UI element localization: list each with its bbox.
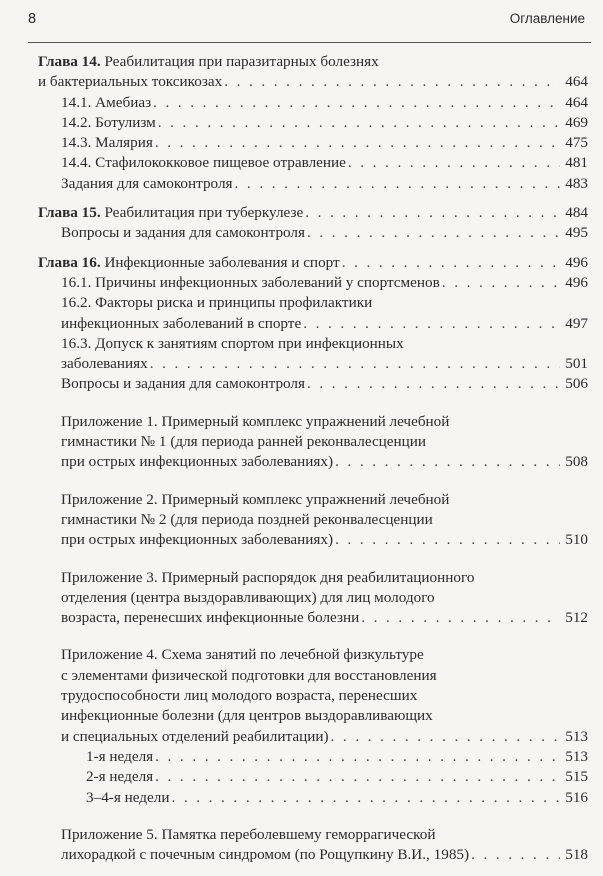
leader-dots xyxy=(335,452,560,472)
page-ref: 484 xyxy=(565,204,588,222)
page-ref: 497 xyxy=(565,314,588,332)
toc-spacer xyxy=(38,808,588,825)
leader-dots xyxy=(307,223,560,243)
toc-entry-text: Задания для самоконтроля xyxy=(61,174,233,192)
toc-entry-text: 16.1. Причины инфекционных заболеваний у спортсменов xyxy=(61,273,440,291)
page-ref: 510 xyxy=(565,531,588,549)
toc-chapter-entry[interactable] xyxy=(38,52,588,93)
toc-section-entry[interactable] xyxy=(38,767,588,787)
leader-dots xyxy=(442,273,560,293)
toc-entry-text: гимнастики № 1 (для периода ранней реконвалесценции xyxy=(61,433,427,451)
toc-entry-text: 1-я неделя xyxy=(86,747,154,765)
leader-dots xyxy=(471,845,560,865)
page-ref: 496 xyxy=(565,253,588,271)
page-ref: 475 xyxy=(565,134,588,152)
toc-entry-text: Вопросы и задания для самоконтроля xyxy=(61,224,305,242)
leader-dots xyxy=(224,72,560,92)
toc-chapter-entry[interactable] xyxy=(38,203,588,223)
toc-entry-text: лихорадкой с почечным синдромом (по Рощупкину В.И., 1985) xyxy=(61,846,470,864)
page-number: 8 xyxy=(28,11,37,27)
toc-entry-text: Приложение 5. Памятка переболевшему геморрагической xyxy=(61,825,436,843)
leader-dots xyxy=(150,354,560,374)
page-ref: 518 xyxy=(565,846,588,864)
page-ref: 506 xyxy=(565,375,588,393)
header-rule xyxy=(28,42,591,43)
leader-dots xyxy=(153,93,560,113)
leader-dots xyxy=(155,767,560,787)
toc-entry-text: возраста, перенесших инфекционные болезни xyxy=(61,609,360,627)
toc-section-entry[interactable] xyxy=(38,93,588,113)
running-title: Оглавление xyxy=(509,11,585,26)
toc-entry-text: 3–4-я недели xyxy=(86,788,170,806)
toc-entry-text: Глава 16. Инфекционные заболевания и спорт xyxy=(38,253,340,271)
toc-entry-text: 14.1. Амебиаз xyxy=(61,93,152,111)
page-ref: 496 xyxy=(565,273,588,291)
toc-appendix-entry[interactable] xyxy=(38,825,588,866)
toc-entry-text: Глава 14. Реабилитация при паразитарных болезнях xyxy=(38,53,379,70)
toc-entry-text: 16.3. Допуск к занятиям спортом при инфекционных xyxy=(61,334,404,352)
toc-entry-text: инфекционные болезни (для центров выздоравливающих xyxy=(61,707,433,725)
leader-dots xyxy=(155,747,560,767)
leader-dots xyxy=(361,608,560,628)
toc-appendix-entry[interactable] xyxy=(38,490,588,551)
toc-entry-text: при острых инфекционных заболеваниях) xyxy=(61,453,334,471)
leader-dots xyxy=(305,203,560,223)
toc-entry-text: гимнастики № 2 (для периода поздней реконвалесценции xyxy=(61,510,433,528)
leader-dots xyxy=(335,530,560,550)
toc-section-entry[interactable] xyxy=(38,374,588,394)
toc-section-entry[interactable] xyxy=(38,113,588,133)
toc-section-entry[interactable] xyxy=(38,273,588,293)
toc-entry-text: 14.2. Ботулизм xyxy=(61,113,156,131)
toc-section-entry[interactable] xyxy=(38,334,588,375)
toc-entry-text: Приложение 4. Схема занятий по лечебной физкультуре xyxy=(61,646,424,664)
toc-entry-text: Глава 15. Реабилитация при туберкулезе xyxy=(38,204,304,222)
page-ref: 516 xyxy=(565,788,588,806)
toc-spacer xyxy=(38,628,588,645)
page-ref: 464 xyxy=(565,73,588,91)
table-of-contents xyxy=(38,52,588,865)
page-ref: 513 xyxy=(565,747,588,765)
page-ref: 495 xyxy=(565,224,588,242)
page-ref: 469 xyxy=(565,113,588,131)
toc-entry-text: заболеваниях xyxy=(61,355,148,373)
toc-entry-text: с элементами физической подготовки для восстановления xyxy=(61,666,437,684)
toc-appendix-entry[interactable] xyxy=(38,645,588,746)
toc-section-entry[interactable] xyxy=(38,747,588,767)
leader-dots xyxy=(348,153,560,173)
toc-entry-text: Приложение 3. Примерный распорядок дня реабилитационного xyxy=(61,568,475,586)
toc-entry-text: трудоспособности лиц молодого возраста, перенесших xyxy=(61,687,418,705)
leader-dots xyxy=(155,133,560,153)
chapter-number: Глава 14. xyxy=(38,53,101,70)
toc-section-entry[interactable] xyxy=(38,223,588,243)
toc-entry-text: и специальных отделений реабилитации) xyxy=(61,727,329,745)
toc-section-entry[interactable] xyxy=(38,293,588,334)
toc-entry-text: Приложение 1. Примерный комплекс упражнений лечебной xyxy=(61,412,450,430)
toc-entry-text: Приложение 2. Примерный комплекс упражнений лечебной xyxy=(61,490,450,508)
leader-dots xyxy=(171,788,560,808)
toc-section-entry[interactable] xyxy=(38,153,588,173)
toc-spacer xyxy=(38,551,588,568)
toc-spacer xyxy=(38,194,588,203)
toc-entry-text: 16.2. Факторы риска и принципы профилактики xyxy=(61,294,373,312)
page-ref: 513 xyxy=(565,727,588,745)
toc-chapter-entry[interactable] xyxy=(38,253,588,273)
toc-entry-text: 2-я неделя xyxy=(86,768,154,786)
toc-entry-text: 14.3. Малярия xyxy=(61,134,153,152)
toc-section-entry[interactable] xyxy=(38,174,588,194)
leader-dots xyxy=(158,113,560,133)
toc-entry-text: отделения (центра выздоравливающих) для лиц молодого xyxy=(61,588,435,606)
toc-spacer xyxy=(38,473,588,490)
page-ref: 481 xyxy=(565,154,588,172)
chapter-number: Глава 16. xyxy=(38,253,101,271)
toc-appendix-entry[interactable] xyxy=(38,568,588,629)
leader-dots xyxy=(342,253,560,273)
page-ref: 515 xyxy=(565,768,588,786)
page-ref: 483 xyxy=(565,174,588,192)
leader-dots xyxy=(303,314,560,334)
leader-dots xyxy=(307,374,560,394)
chapter-number: Глава 15. xyxy=(38,204,101,222)
page-header xyxy=(0,11,603,35)
page-ref: 464 xyxy=(565,93,588,111)
page-ref: 512 xyxy=(565,609,588,627)
toc-entry-text: и бактериальных токсикозах xyxy=(38,73,223,91)
leader-dots xyxy=(331,727,560,747)
toc-appendix-entry[interactable] xyxy=(38,412,588,473)
toc-entry-text: Вопросы и задания для самоконтроля xyxy=(61,375,305,393)
toc-entry-text: 14.4. Стафилококковое пищевое отравление xyxy=(61,154,346,172)
toc-section-entry[interactable] xyxy=(38,788,588,808)
leader-dots xyxy=(235,174,560,194)
toc-section-entry[interactable] xyxy=(38,133,588,153)
toc-entry-text: при острых инфекционных заболеваниях) xyxy=(61,531,334,549)
page-ref: 508 xyxy=(565,453,588,471)
toc-spacer xyxy=(38,395,588,412)
toc-spacer xyxy=(38,244,588,253)
page-ref: 501 xyxy=(565,355,588,373)
toc-entry-text: инфекционных заболеваний в спорте xyxy=(61,314,302,332)
